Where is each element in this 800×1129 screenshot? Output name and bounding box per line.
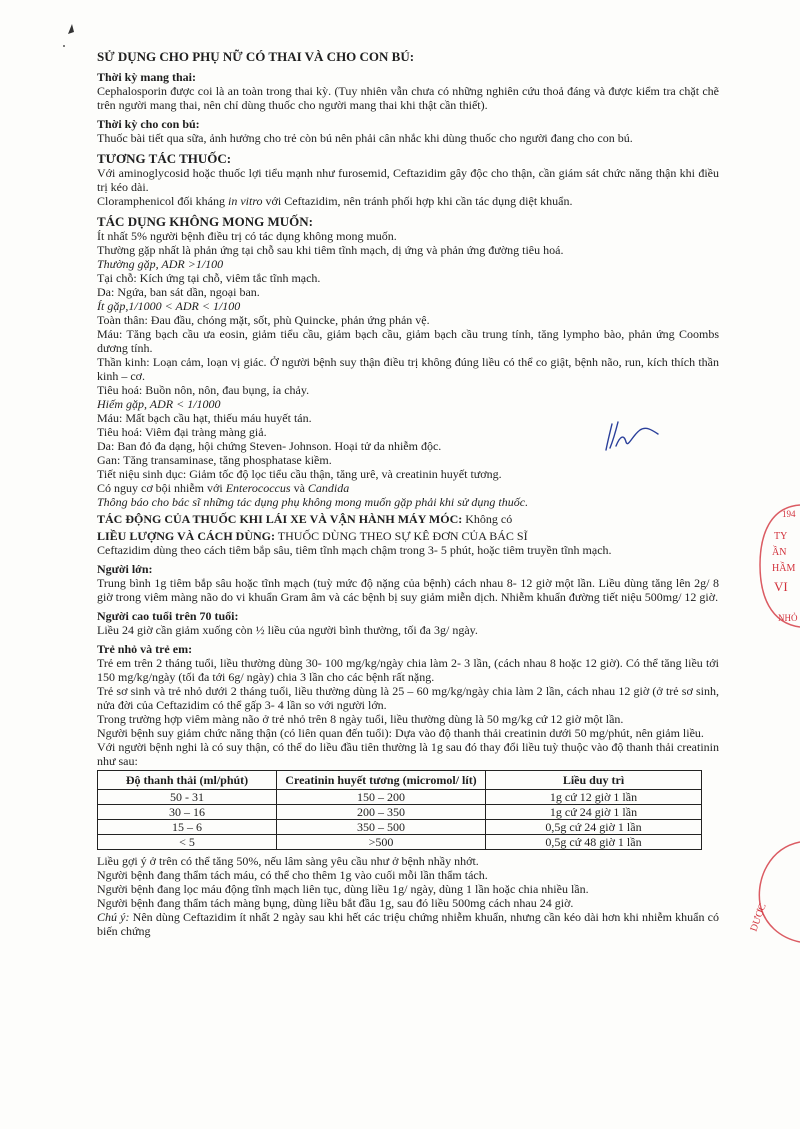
interactions-title: TƯƠNG TÁC THUỐC: <box>97 151 232 166</box>
lactation-title: Thời kỳ cho con bú: <box>97 117 200 131</box>
stamp-text: DƯỢC <box>748 902 769 934</box>
adverse-line: Tiêu hoá: Viêm đại tràng màng giả. <box>97 425 267 439</box>
pregnancy-text: Cephalosporin được coi là an toàn trong thai kỳ. (Tuy nhiên vẫn chưa có những nghiên cứu thoả đáng và được kiểm tra chặt chẽ trên người mang thai, nên chỉ dùng thuốc cho người mang thai khi thật cần thiết). <box>97 84 719 112</box>
stamp-text: 194 <box>782 509 796 519</box>
adverse-line: Tại chỗ: Kích ứng tại chỗ, viêm tắc tĩnh mạch. <box>97 271 321 285</box>
adverse-line: Có nguy cơ bội nhiễm với Enterococcus và Candida <box>97 481 350 495</box>
table-cell: 0,5g cứ 24 giờ 1 lần <box>486 820 702 835</box>
red-seal-stamp <box>730 495 800 640</box>
table-header: Liều duy trì <box>486 771 702 790</box>
driving-line: TÁC ĐỘNG CỦA THUỐC KHI LÁI XE VÀ VẬN HÀNH MÁY MÓC: Không có <box>97 512 513 526</box>
adverse-line: Da: Ban đỏ đa dạng, hội chứng Steven- Johnson. Hoại tử da nhiễm độc. <box>97 439 442 453</box>
adverse-rare-heading: Hiếm gặp, ADR < 1/1000 <box>97 397 221 411</box>
table-header-row <box>98 771 702 790</box>
renal-text: Người bệnh suy giảm chức năng thận (có liên quan đến tuổi): Dựa vào độ thanh thải creatinin dưới 50 mg/phút, nên giảm liều. <box>97 726 704 740</box>
adverse-notice: Thông báo cho bác sĩ những tác dụng phụ không mong muốn gặp phải khi sử dụng thuốc. <box>97 495 529 509</box>
table-cell: >500 <box>277 835 486 850</box>
after-text: Người bệnh đang thẩm tách máu, có thể cho thêm 1g vào cuối mỗi lần thẩm tách. <box>97 868 488 882</box>
table-cell: 1g cứ 12 giờ 1 lần <box>486 790 702 805</box>
adverse-line: Ít nhất 5% người bệnh điều trị có tác dụng không mong muốn. <box>97 229 397 243</box>
stamp-text: HẦM <box>772 563 796 574</box>
elderly-title: Người cao tuổi trên 70 tuổi: <box>97 609 239 623</box>
stamp-text: NHỎ <box>778 613 798 623</box>
adverse-title: TÁC DỤNG KHÔNG MONG MUỐN: <box>97 214 313 229</box>
after-text: Liều gợi ý ở trên có thể tăng 50%, nếu lâm sàng yêu cầu như ở bệnh nhầy nhớt. <box>97 854 479 868</box>
adverse-line: Da: Ngứa, ban sát dần, ngoại ban. <box>97 285 260 299</box>
table-cell: 50 - 31 <box>98 790 277 805</box>
heading-pregnancy: SỬ DỤNG CHO PHỤ NỮ CÓ THAI VÀ CHO CON BÚ: <box>97 49 415 64</box>
child-text: Trong trường hợp viêm màng não ở trẻ nhỏ trên 8 ngày tuổi, liều thường dùng là 50 mg/kg cứ 12 giờ một lần. <box>97 712 624 726</box>
elderly-text: Liều 24 giờ cần giảm xuống còn ½ liều của người bình thường, tối đa 3g/ ngày. <box>97 623 478 637</box>
pregnancy-title: Thời kỳ mang thai: <box>97 70 196 84</box>
table-header: Creatinin huyết tương (micromol/ lít) <box>277 771 486 790</box>
adverse-line: Toàn thân: Đau đầu, chóng mặt, sốt, phù Quincke, phản ứng phản vệ. <box>97 313 430 327</box>
adult-title: Người lớn: <box>97 562 153 576</box>
adverse-line: Máu: Mất bạch cầu hạt, thiếu máu huyết tán. <box>97 411 312 425</box>
renal-text: Với người bệnh nghi là có suy thận, có thể do liều đầu tiên thường là 1g sau đó thay đổi liều tuỳ thuộc vào độ thanh thải creatinin như sau: <box>97 740 719 768</box>
after-text: Người bệnh đang lọc máu động tĩnh mạch liên tục, dùng liều 1g/ ngày, dùng 1 lần hoặc chia nhiều lần. <box>97 882 589 896</box>
table-cell: 200 – 350 <box>277 805 486 820</box>
adverse-line: Tiêu hoá: Buồn nôn, nôn, đau bụng, ỉa chảy. <box>97 383 310 397</box>
child-text: Trẻ sơ sinh và trẻ nhỏ dưới 2 tháng tuổi, liều thường dùng là 25 – 60 mg/kg/ngày chia làm 2 lần, cách nhau 12 giờ (ở trẻ sơ sinh, nửa đời của Ceftazidim có thể gấp 3- 4 lần so với người lớn. <box>97 684 719 712</box>
stamp-text: TY <box>774 531 788 542</box>
stamp-text: VI <box>774 579 788 594</box>
adverse-line: Máu: Tăng bạch cầu ưa eosin, giảm tiểu cầu, giảm bạch cầu, giảm bạch cầu trung tính, tăng lympho bào, phản ứng Coombs dương tính. <box>97 327 719 355</box>
adverse-common-heading: Thường gặp, ADR >1/100 <box>97 257 224 271</box>
table-row <box>98 790 702 805</box>
dosage-table <box>97 770 702 850</box>
adverse-line: Thần kinh: Loạn cảm, loạn vị giác. Ở người bệnh suy thận điều trị không đúng liều có thể co giật, bệnh não, run, kích thích thần kinh – cơ. <box>97 355 719 383</box>
adult-text: Trung bình 1g tiêm bắp sâu hoặc tĩnh mạch (tuỳ mức độ nặng của bệnh) cách nhau 8- 12 giờ một lần. Liều dùng tăng lên 2g/ 8 giờ trong viêm màng não do vi khuẩn Gram âm và các bệnh bị suy giảm miễn dịch. Nhiễm khuẩn đường tiết niệu 500mg/ 12 giờ. <box>97 576 719 604</box>
note-text: Chú ý: Nên dùng Ceftazidim ít nhất 2 ngày sau khi hết các triệu chứng nhiễm khuẩn, nhưng cần kéo dài hơn khi nhiễm khuẩn có biến chứng <box>97 910 719 938</box>
child-title: Trẻ nhỏ và trẻ em: <box>97 642 193 656</box>
table-cell: 15 – 6 <box>98 820 277 835</box>
adverse-uncommon-heading: Ít gặp,1/1000 < ADR < 1/100 <box>97 299 241 313</box>
table-row <box>98 835 702 850</box>
table-cell: 150 – 200 <box>277 790 486 805</box>
handwritten-signature <box>600 412 670 467</box>
adverse-line: Gan: Tăng transaminase, tăng phosphatase kiềm. <box>97 453 332 467</box>
corner-mark <box>62 22 82 57</box>
adverse-line: Thường gặp nhất là phản ứng tại chỗ sau khi tiêm tĩnh mạch, dị ứng và phản ứng đường tiêu hoá. <box>97 243 564 257</box>
document-page <box>97 50 719 938</box>
adverse-line: Tiết niệu sinh dục: Giảm tốc độ lọc tiểu cầu thận, tăng urê, và creatinin huyết tương. <box>97 467 502 481</box>
table-cell: 0,5g cứ 48 giờ 1 lần <box>486 835 702 850</box>
table-cell: 30 – 16 <box>98 805 277 820</box>
stamp-text: ẦN <box>772 547 787 558</box>
dosage-heading: LIỀU LƯỢNG VÀ CÁCH DÙNG: THUỐC DÙNG THEO SỰ KÊ ĐƠN CỦA BÁC SĨ <box>97 529 528 543</box>
table-header: Độ thanh thải (ml/phút) <box>98 771 277 790</box>
table-cell: 1g cứ 24 giờ 1 lần <box>486 805 702 820</box>
dosage-intro: Ceftazidim dùng theo cách tiêm bắp sâu, tiêm tĩnh mạch chậm trong 3- 5 phút, hoặc tiêm truyền tĩnh mạch. <box>97 543 612 557</box>
interactions-line1: Với aminoglycosid hoặc thuốc lợi tiểu mạnh như furosemid, Ceftazidim gây độc cho thận, cần giám sát chức năng thận khi điều trị kéo dài. <box>97 166 719 194</box>
red-seal-stamp-lower <box>720 838 800 953</box>
table-row <box>98 805 702 820</box>
table-row <box>98 820 702 835</box>
table-cell: < 5 <box>98 835 277 850</box>
lactation-text: Thuốc bài tiết qua sữa, ảnh hưởng cho trẻ còn bú nên phải cân nhắc khi dùng thuốc cho người đang cho con bú. <box>97 131 633 145</box>
child-text: Trẻ em trên 2 tháng tuổi, liều thường dùng 30- 100 mg/kg/ngày chia làm 2- 3 lần, (cách nhau 8 hoặc 12 giờ). Có thể tăng liều tới 150 mg/kg/ngày (tối đa tới 6g/ ngày) chia 3 lần cho các bệnh rất nặng. <box>97 656 719 684</box>
table-cell: 350 – 500 <box>277 820 486 835</box>
after-text: Người bệnh đang thẩm tách màng bụng, dùng liều bắt đầu 1g, sau đó liều 500mg cách nhau 24 giờ. <box>97 896 574 910</box>
interactions-line2: Cloramphenicol đối kháng in vitro với Ceftazidim, nên tránh phối hợp khi cần tác dụng diệt khuẩn. <box>97 194 573 208</box>
